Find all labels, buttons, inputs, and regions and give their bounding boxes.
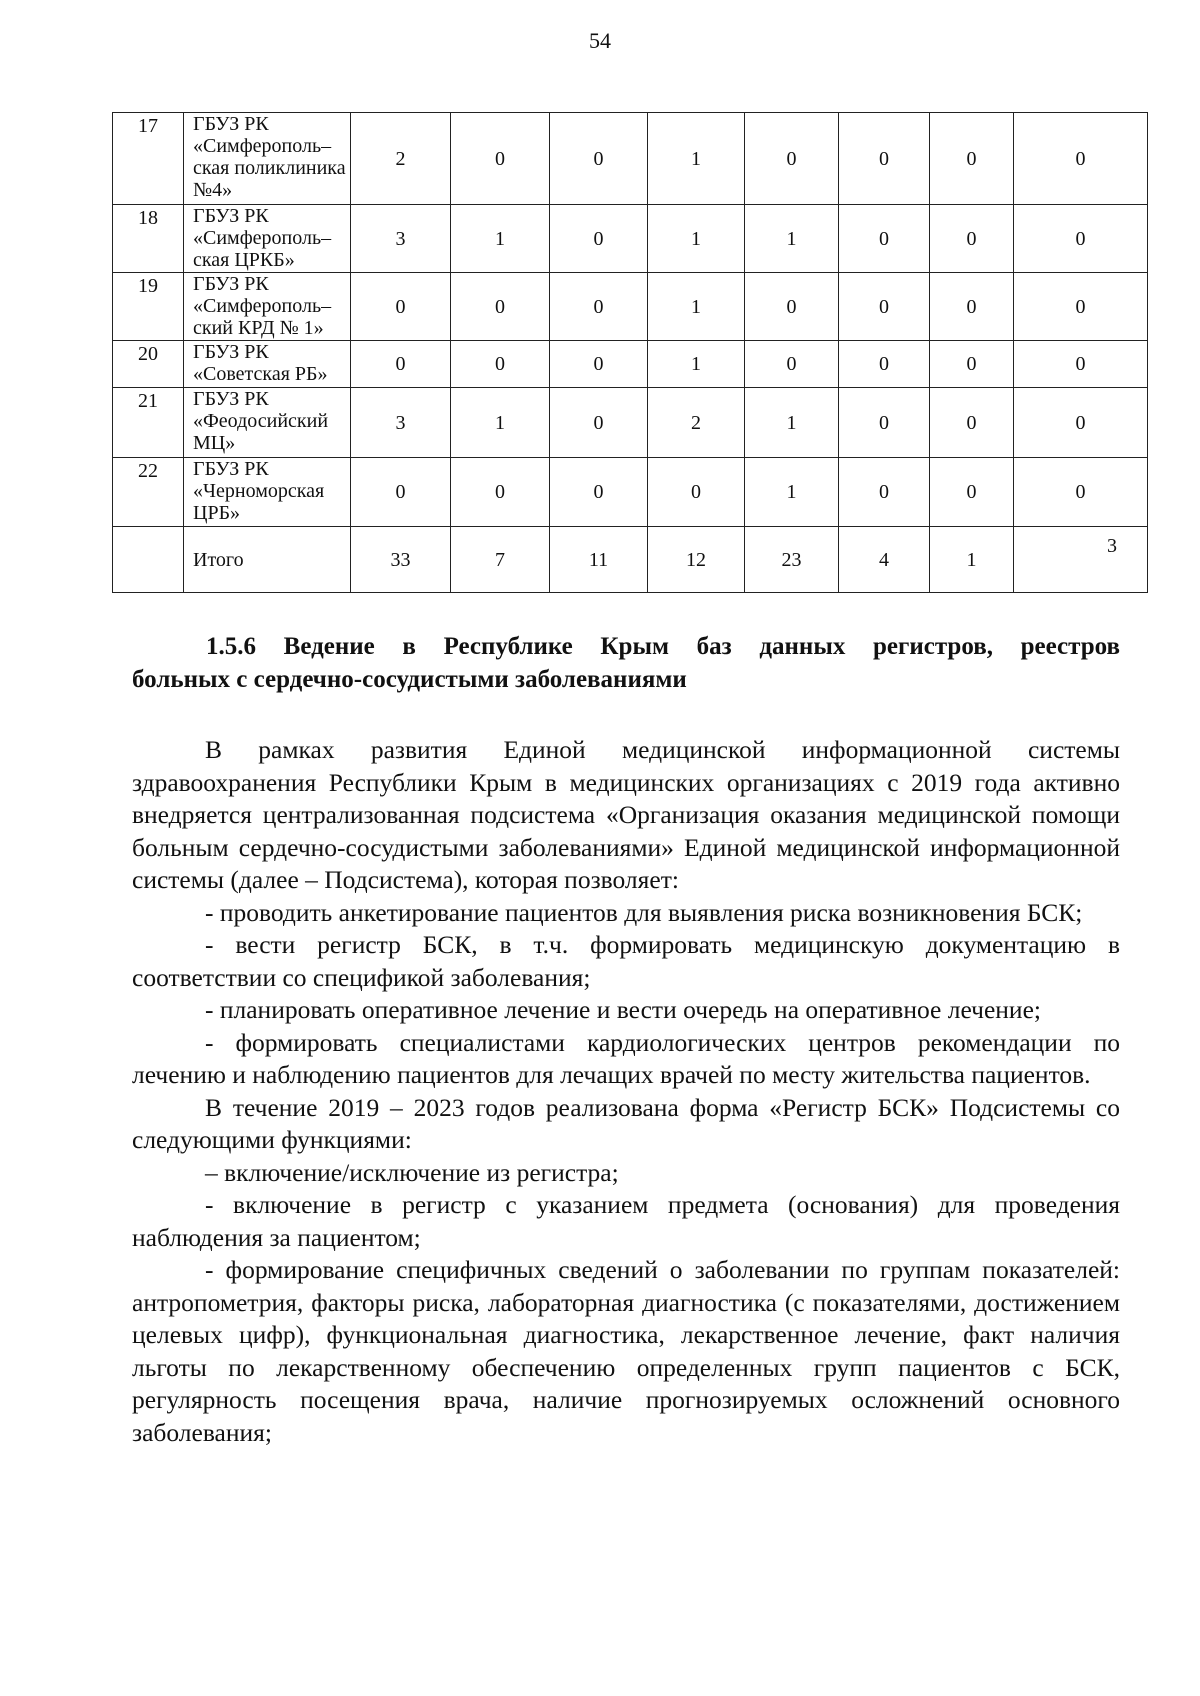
table-cell: 0 [930, 205, 1014, 273]
table-cell: 0 [351, 458, 451, 527]
heading-line-2: больных с сердечно-сосудистыми заболеваниями [132, 666, 687, 693]
list-item: - формирование специфичных сведений о заболевании по группам показателей: антропометрия, факторы риска, лабораторная диагностика (с показателями, достижением целевых цифр), функциональная диагностика, лекарственное лечение, факт наличия льготы по лекарственному обеспечению определенных групп пациентов с БСК, регулярность посещения врача, наличие прогнозируемых осложнений основного заболевания; [132, 1255, 1120, 1447]
table-cell: 1 [648, 113, 745, 205]
total-label: Итого [184, 527, 351, 593]
table-cell: 0 [1014, 113, 1148, 205]
row-number [113, 527, 184, 593]
table-row [113, 273, 1148, 341]
total-row [113, 527, 1148, 593]
organization-name: ГБУЗ РК «Черноморская ЦРБ» [184, 458, 351, 527]
table-cell: 0 [930, 113, 1014, 205]
table-cell: 11 [550, 527, 648, 593]
page-number: 54 [589, 28, 611, 53]
table-row [113, 458, 1148, 527]
table-cell: 0 [930, 341, 1014, 388]
table-row [113, 205, 1148, 273]
table-cell: 0 [351, 341, 451, 388]
table-cell: 2 [351, 113, 451, 205]
table-cell: 0 [930, 388, 1014, 458]
table-cell: 0 [745, 273, 839, 341]
heading-line-1: 1.5.6 Ведение в Республике Крым баз данных регистров, реестров [206, 633, 1120, 660]
table-cell: 4 [839, 527, 930, 593]
table-cell: 0 [451, 113, 550, 205]
table-cell: 0 [1014, 388, 1148, 458]
table-cell: 3 [1014, 527, 1148, 593]
table-cell: 0 [550, 388, 648, 458]
list-item: - проводить анкетирование пациентов для выявления риска возникновения БСК; [205, 897, 1083, 927]
table-cell: 0 [648, 458, 745, 527]
table-cell: 12 [648, 527, 745, 593]
row-number: 18 [113, 205, 184, 273]
table-cell: 0 [1014, 458, 1148, 527]
table-cell: 1 [451, 388, 550, 458]
table-cell: 1 [648, 273, 745, 341]
table-cell: 0 [930, 273, 1014, 341]
organization-name: ГБУЗ РК «Феодосийский МЦ» [184, 388, 351, 458]
table-cell: 0 [351, 273, 451, 341]
table-cell: 1 [930, 527, 1014, 593]
organization-name: ГБУЗ РК «Симферополь– ский КРД № 1» [184, 273, 351, 341]
table-row [113, 341, 1148, 388]
list-item: - формировать специалистами кардиологических центров рекомендации по лечению и наблюдению пациентов для лечащих врачей по месту жительства пациентов. [132, 1027, 1120, 1089]
table-cell: 0 [1014, 273, 1148, 341]
table-row [113, 388, 1148, 458]
list-item: - планировать оперативное лечение и вести очередь на оперативное лечение; [205, 995, 1041, 1024]
table-cell: 1 [745, 458, 839, 527]
paragraph: В течение 2019 – 2023 годов реализована форма «Регистр БСК» Подсистемы со следующими функциями: [132, 1092, 1120, 1154]
table-cell: 0 [1014, 205, 1148, 273]
table-cell: 0 [839, 205, 930, 273]
table-cell: 1 [745, 205, 839, 273]
row-number: 22 [113, 458, 184, 527]
table-cell: 7 [451, 527, 550, 593]
row-number: 19 [113, 273, 184, 341]
registry-table [112, 112, 1148, 593]
table-cell: 33 [351, 527, 451, 593]
table-cell: 1 [648, 341, 745, 388]
table-cell: 1 [451, 205, 550, 273]
section-heading [132, 630, 1120, 696]
table-cell: 0 [930, 458, 1014, 527]
table-cell: 0 [839, 113, 930, 205]
table-cell: 2 [648, 388, 745, 458]
table-cell: 0 [745, 113, 839, 205]
table-cell: 0 [550, 273, 648, 341]
table-cell: 0 [451, 273, 550, 341]
table-cell: 0 [839, 273, 930, 341]
organization-name: ГБУЗ РК «Советская РБ» [184, 341, 351, 388]
table-cell: 3 [351, 388, 451, 458]
row-number: 20 [113, 341, 184, 388]
table-cell: 0 [550, 113, 648, 205]
table-cell: 23 [745, 527, 839, 593]
table-cell: 0 [550, 205, 648, 273]
table-cell: 0 [839, 341, 930, 388]
table-cell: 0 [451, 341, 550, 388]
table-cell: 0 [839, 458, 930, 527]
list-item: - включение в регистр с указанием предмета (основания) для проведения наблюдения за пациентом; [132, 1190, 1120, 1252]
table-cell: 0 [1014, 341, 1148, 388]
table-cell: 0 [550, 341, 648, 388]
table-row [113, 113, 1148, 205]
organization-name: ГБУЗ РК «Симферополь– ская ЦРКБ» [184, 205, 351, 273]
table-cell: 0 [451, 458, 550, 527]
organization-name: ГБУЗ РК «Симферополь– ская поликлиника №4» [184, 113, 351, 205]
row-number: 21 [113, 388, 184, 458]
table-cell: 0 [745, 341, 839, 388]
paragraph: В рамках развития Единой медицинской информационной системы здравоохранения Республики Крым в медицинских организациях с 2019 года активно внедряется централизованная подсистема «Организация оказания медицинской помощи больным сердечно-сосудистыми заболеваниями» Единой медицинской информационной системы (далее – Подсистема), которая позволяет: [132, 735, 1120, 894]
table-cell: 1 [648, 205, 745, 273]
row-number: 17 [113, 113, 184, 205]
list-item: - вести регистр БСК, в т.ч. формировать медицинскую документацию в соответствии со спецификой заболевания; [132, 930, 1120, 992]
table-cell: 0 [839, 388, 930, 458]
table-cell: 3 [351, 205, 451, 273]
list-item: – включение/исключение из регистра; [205, 1157, 619, 1187]
table-cell: 1 [745, 388, 839, 458]
table-cell: 0 [550, 458, 648, 527]
body-text [132, 734, 1120, 1449]
